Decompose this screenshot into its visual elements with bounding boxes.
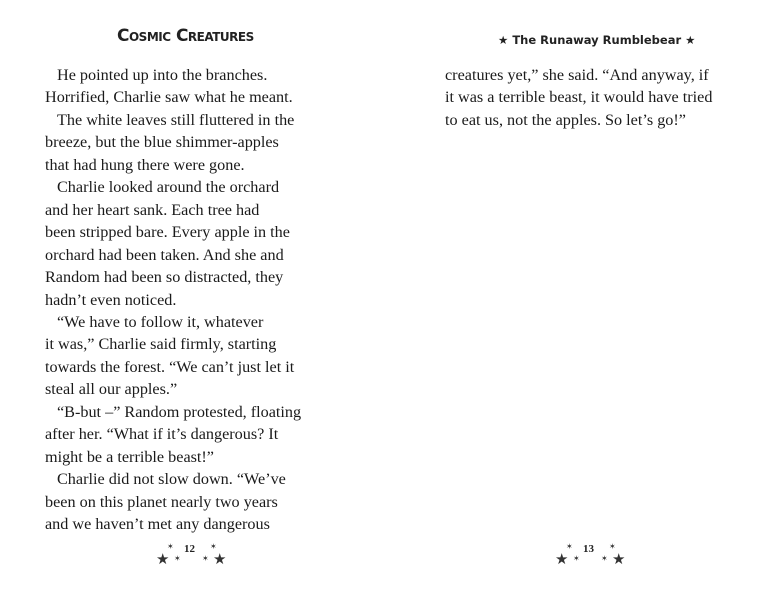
text-line: “B-but –” Random protested, floating (57, 402, 302, 421)
text-line: to eat us, not the apples. So let’s go!” (445, 110, 686, 129)
star-icon: ✶ (609, 542, 616, 551)
text-line: after her. “What if it’s dangerous? It (45, 425, 279, 444)
body-text (445, 64, 745, 131)
text-line: and her heart sank. Each tree had (45, 200, 260, 219)
text-line: creatures yet,” she said. “And anyway, if (445, 66, 709, 84)
star-icon: ✶ (601, 554, 608, 563)
star-icon: ★ (612, 550, 626, 568)
star-icon: ★ (555, 550, 569, 568)
page-number: 13 (583, 543, 594, 555)
star-icon: ✶ (167, 542, 174, 551)
body-text (45, 64, 345, 536)
left-page (0, 0, 390, 600)
text-line: orchard had been taken. And she and (45, 245, 284, 264)
text-line: steal all our apples.” (45, 380, 178, 399)
right-page (390, 0, 781, 600)
star-icon: ✶ (210, 542, 217, 551)
running-head-series-title: Cosmic Creatures (117, 26, 254, 46)
text-line: might be a terrible beast!” (45, 447, 214, 466)
star-icon: ✶ (174, 554, 181, 563)
text-line: been stripped bare. Every apple in the (45, 223, 290, 242)
star-icon: ★ (213, 550, 227, 568)
text-line: hadn’t even noticed. (45, 290, 177, 309)
text-line: breeze, but the blue shimmer-apples (45, 133, 279, 152)
text-line: He pointed up into the branches. (57, 66, 268, 84)
star-icon: ★ (156, 550, 170, 568)
text-line: The white leaves still fluttered in the (57, 110, 295, 129)
running-head-chapter-title: ★ The Runaway Rumblebear ★ (498, 33, 696, 47)
text-line: Charlie did not slow down. “We’ve (57, 470, 286, 489)
text-line: Horrified, Charlie saw what he meant. (45, 88, 293, 107)
text-line: Charlie looked around the orchard (57, 178, 280, 197)
star-icon: ✶ (573, 554, 580, 563)
text-line: been on this planet nearly two years (45, 492, 278, 511)
text-line: and we haven’t met any dangerous (45, 515, 270, 534)
star-icon: ✶ (202, 554, 209, 563)
star-icon: ✶ (566, 542, 573, 551)
text-line: that had hung there were gone. (45, 155, 245, 174)
text-line: it was,” Charlie said firmly, starting (45, 335, 277, 354)
text-line: towards the forest. “We can’t just let it (45, 357, 295, 376)
text-line: it was a terrible beast, it would have tried (445, 88, 713, 107)
page-number: 12 (184, 543, 195, 555)
text-line: Random had been so distracted, they (45, 268, 284, 287)
text-line: “We have to follow it, whatever (57, 312, 264, 331)
